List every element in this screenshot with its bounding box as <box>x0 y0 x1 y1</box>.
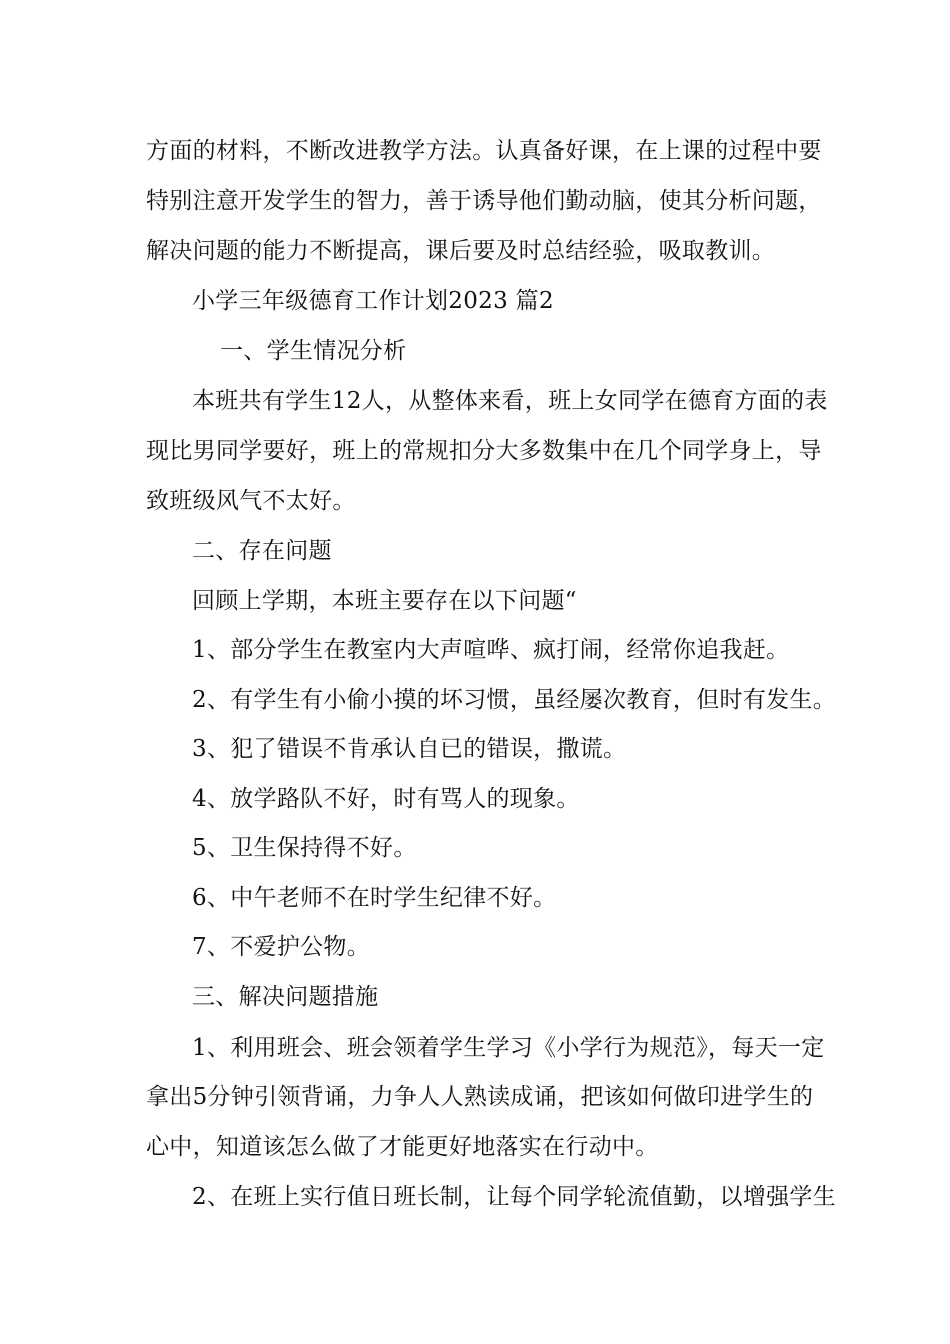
paragraph-line: 致班级风气不太好。 <box>146 488 356 514</box>
paragraph-line: 方面的材料，不断改进教学方法。认真备好课，在上课的过程中要 <box>146 138 822 164</box>
paragraph-line: 心中，知道该怎么做了才能更好地落实在行动中。 <box>146 1134 659 1160</box>
paragraph-line: 拿出5分钟引领背诵，力争人人熟读成诵，把该如何做印进学生的 <box>146 1084 814 1110</box>
list-item: 7、不爱护公物。 <box>192 934 371 960</box>
paragraph-line: 解决问题的能力不断提高，课后要及时总结经验，吸取教训。 <box>146 238 776 264</box>
heading-solutions: 三、解决问题措施 <box>192 984 379 1010</box>
paragraph-line: 本班共有学生12人，从整体来看，班上女同学在德育方面的表 <box>192 388 828 414</box>
heading-student-analysis: 一、学生情况分析 <box>220 338 407 364</box>
problems-intro: 回顾上学期，本班主要存在以下问题“ <box>192 588 577 614</box>
list-item: 3、犯了错误不肯承认自已的错误，撒谎。 <box>192 736 627 762</box>
list-item: 2、有学生有小偷小摸的坏习惯，虽经屡次教育，但时有发生。 <box>192 687 837 713</box>
heading-existing-problems: 二、存在问题 <box>192 538 332 564</box>
paragraph-line: 1、利用班会、班会领着学生学习《小学行为规范》，每天一定 <box>192 1035 825 1061</box>
paragraph-line: 2、在班上实行值日班长制，让每个同学轮流值勤，以增强学生 <box>192 1184 837 1210</box>
list-item: 4、放学路队不好，时有骂人的现象。 <box>192 786 580 812</box>
paragraph-line: 现比男同学要好，班上的常规扣分大多数集中在几个同学身上，导 <box>146 438 822 464</box>
paragraph-line: 特别注意开发学生的智力，善于诱导他们勤动脑，使其分析问题， <box>146 188 822 214</box>
section-title: 小学三年级德育工作计划2023 篇2 <box>192 288 554 314</box>
list-item: 6、中午老师不在时学生纪律不好。 <box>192 885 557 911</box>
list-item: 5、卫生保持得不好。 <box>192 835 417 861</box>
list-item: 1、部分学生在教室内大声喧哗、疯打闹，经常你追我赶。 <box>192 637 790 663</box>
